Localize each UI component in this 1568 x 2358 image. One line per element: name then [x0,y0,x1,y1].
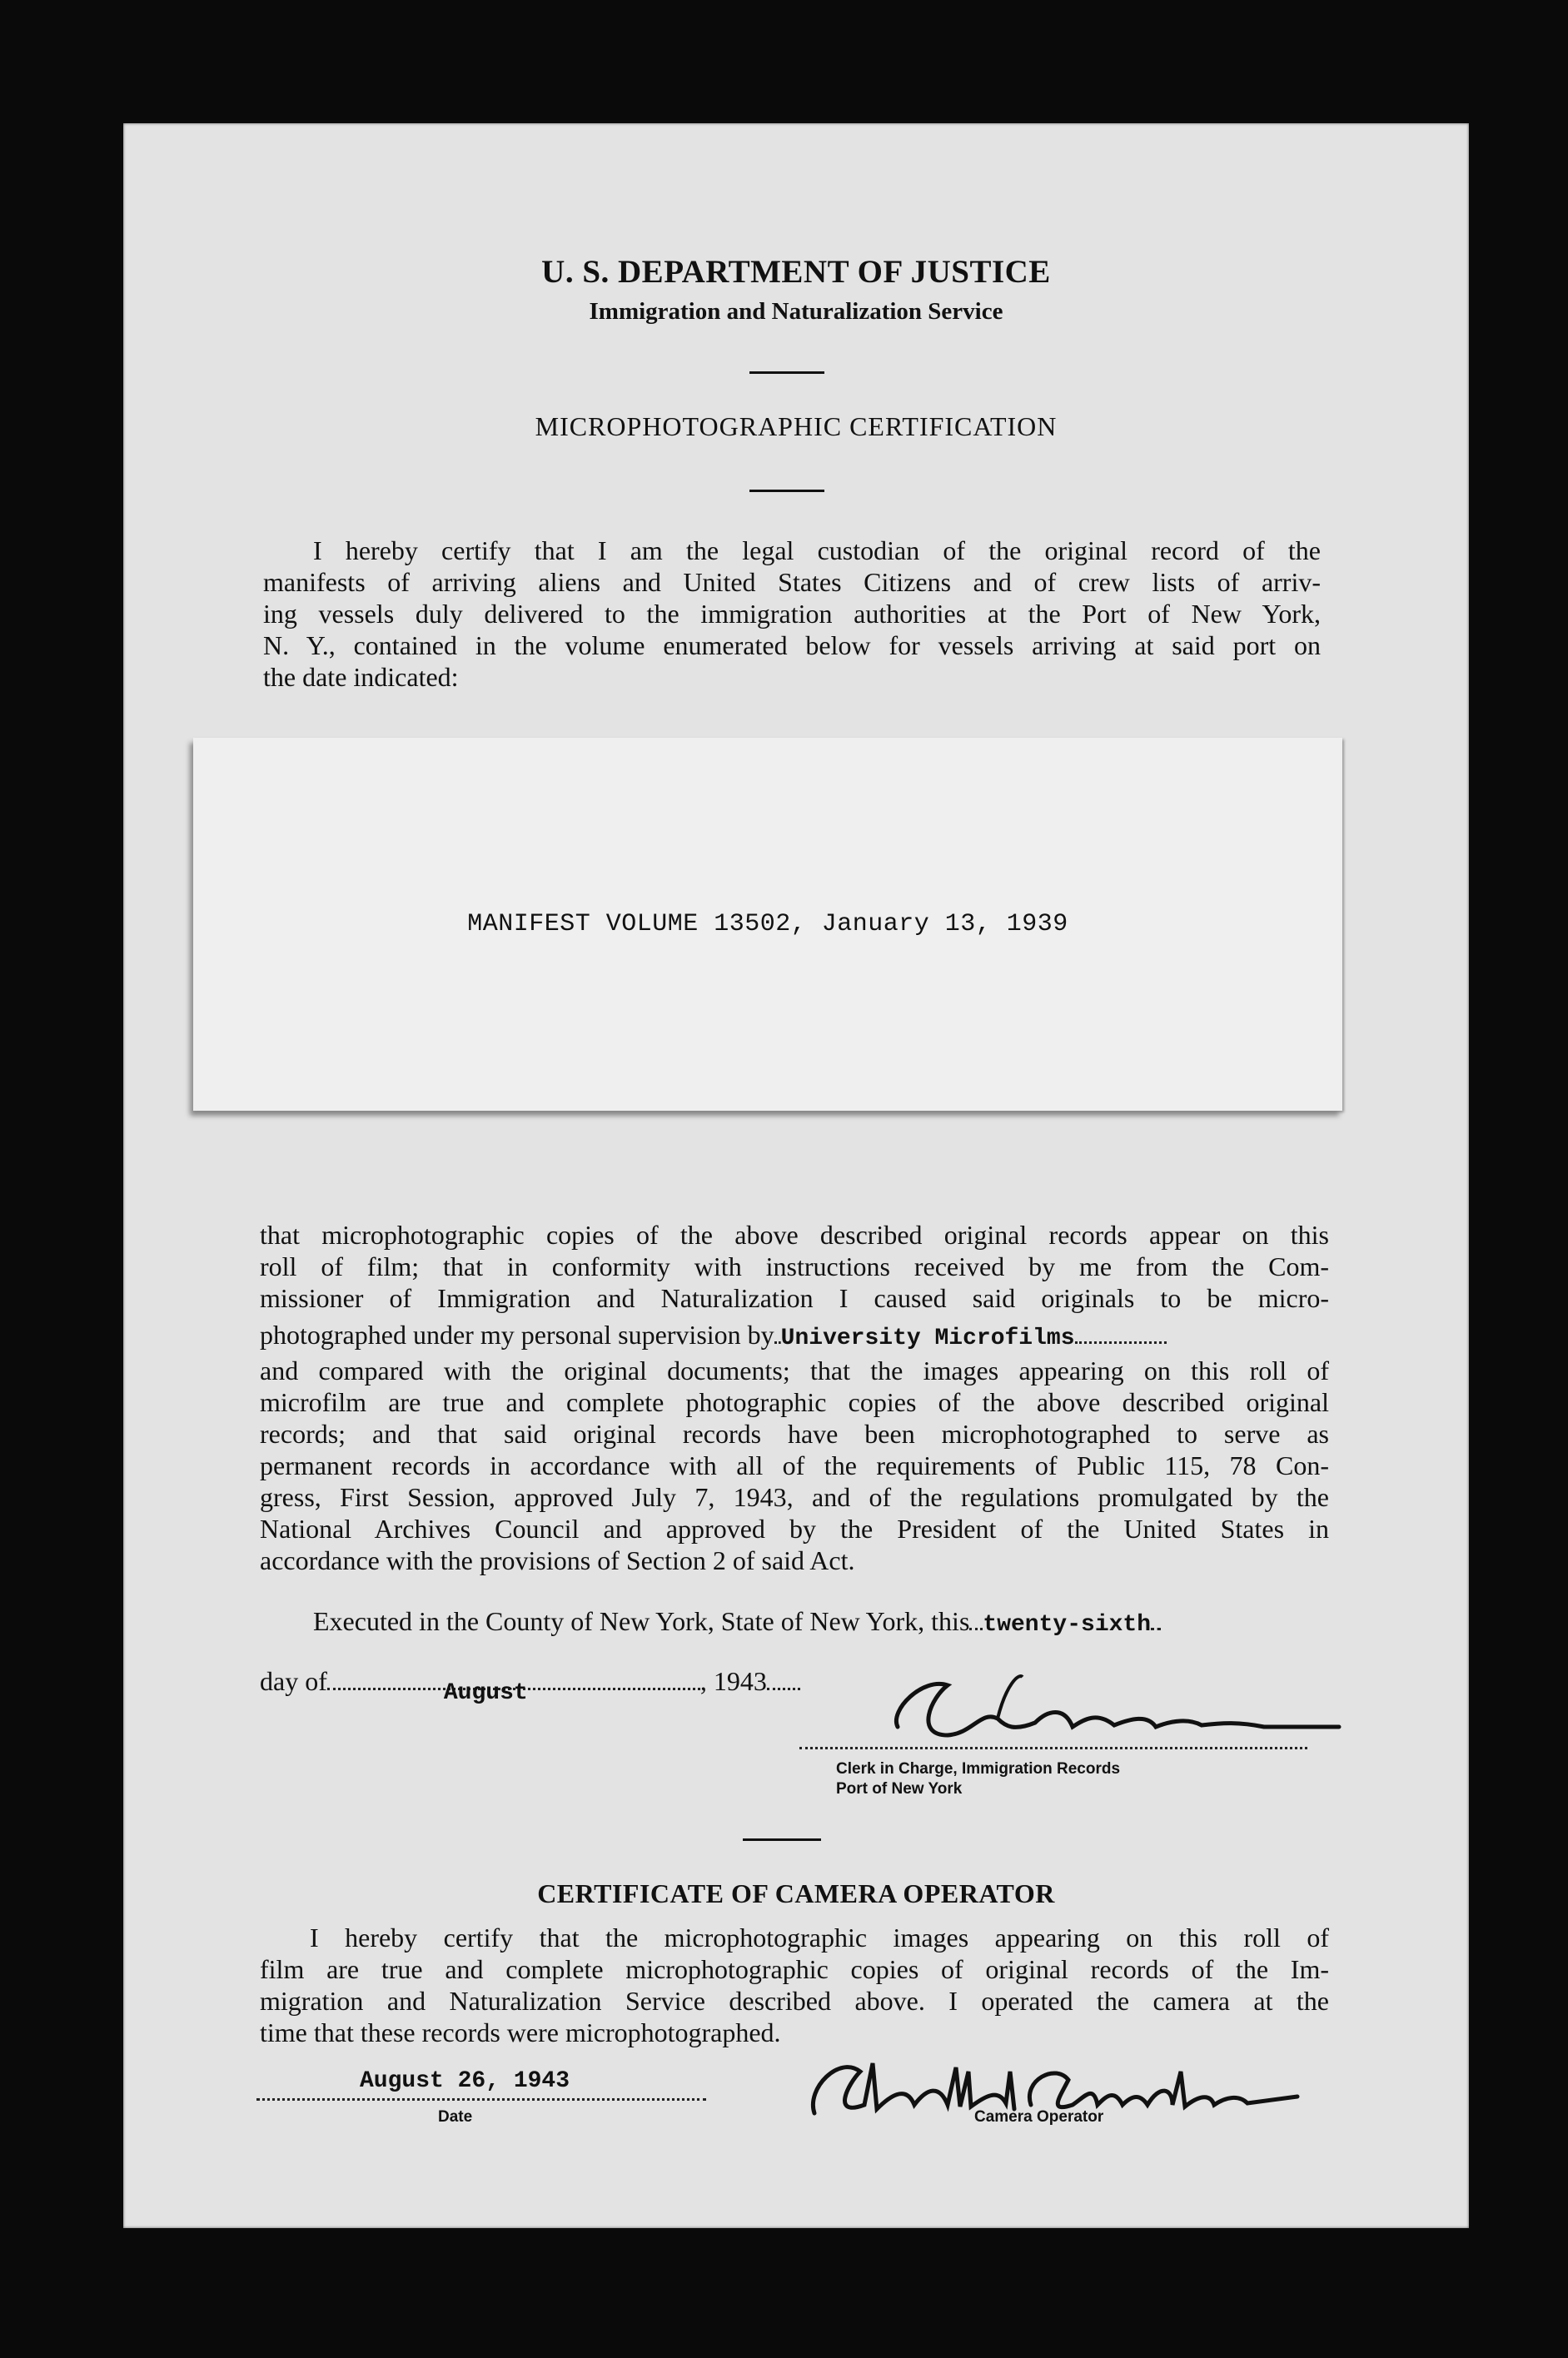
intro-paragraph [263,535,1321,693]
day-of-line [260,1665,926,1706]
divider [743,1838,821,1841]
text-line: missioner of Immigration and Naturalization I caused said originals to be micro- [260,1283,1329,1313]
text-line: and compared with the original documents; that the images appearing on this roll of [260,1356,1329,1385]
manifest-volume-label: MANIFEST VOLUME 13502, January 13, 1939 [467,910,1068,938]
camera-certificate-paragraph [260,1922,1329,2048]
manifest-card [193,738,1342,1111]
text-line: accordance with the provisions of Section 2 of said Act. [260,1545,855,1575]
text-line: microfilm are true and complete photographic copies of the above described original [260,1387,1329,1417]
text-line: ing vessels duly delivered to the immigration authorities at the Port of New York, [263,599,1321,629]
text-line: that microphotographic copies of the above described original records appear on this [260,1220,1329,1250]
year-value: , 1943 [699,1666,767,1696]
date-value: August 26, 1943 [360,2068,570,2094]
certification-title: MICROPHOTOGRAPHIC CERTIFICATION [535,411,1058,441]
executed-prefix: Executed in the County of New York, State of New York, this [313,1606,970,1636]
text-line: roll of film; that in conformity with instructions received by me from the Com- [260,1251,1329,1281]
body-paragraph [260,1219,1329,1576]
clerk-title-2: Port of New York [836,1780,963,1798]
text-line: I hereby certify that the microphotographic images appearing on this roll of [310,1923,1329,1953]
clerk-signature-line [799,1747,1307,1749]
text-line: time that these records were microphotographed. [260,2017,781,2047]
text-line: migration and Naturalization Service described above. I operated the camera at the [260,1986,1329,2016]
text-line: N. Y., contained in the volume enumerated below for vessels arriving at said port on [263,630,1321,660]
text-line: the date indicated: [263,662,459,692]
text-line: I hereby certify that I am the legal custodian of the original record of the [313,535,1321,565]
month-value: August [443,1680,528,1706]
text-line: National Archives Council and approved by the President of the United States in [260,1514,1329,1544]
certificate-sheet [123,123,1469,2228]
text-line: gress, First Session, approved July 7, 1943, and of the regulations promulgated by the [260,1482,1329,1512]
clerk-title-1: Clerk in Charge, Immigration Records [836,1760,1121,1778]
supervision-line [260,1319,1329,1355]
executed-line [313,1605,1346,1641]
divider [749,371,824,374]
supervision-by-value: University Microfilms [780,1326,1075,1351]
divider [749,490,824,492]
day-of-label: day of [260,1666,327,1696]
supervision-prefix: photographed under my personal supervision by [260,1320,774,1350]
text-line: permanent records in accordance with all of the requirements of Public 115, 78 Con- [260,1450,1329,1480]
text-line: records; and that said original records have been microphotographed to serve as [260,1419,1329,1449]
date-label: Date [438,2108,473,2126]
camera-operator-label: Camera Operator [974,2108,1104,2126]
date-line [256,2098,706,2101]
text-line: film are true and complete microphotographic copies of original records of the Im- [260,1954,1329,1984]
camera-certificate-title: CERTIFICATE OF CAMERA OPERATOR [537,1878,1055,1908]
department-heading: U. S. DEPARTMENT OF JUSTICE [541,254,1051,290]
text-line: manifests of arriving aliens and United States Citizens and of crew lists of arriv- [263,567,1321,597]
executed-day-value: twenty-sixth [983,1612,1152,1638]
service-subheading: Immigration and Naturalization Service [589,298,1003,325]
clerk-signature [873,1660,1414,1752]
